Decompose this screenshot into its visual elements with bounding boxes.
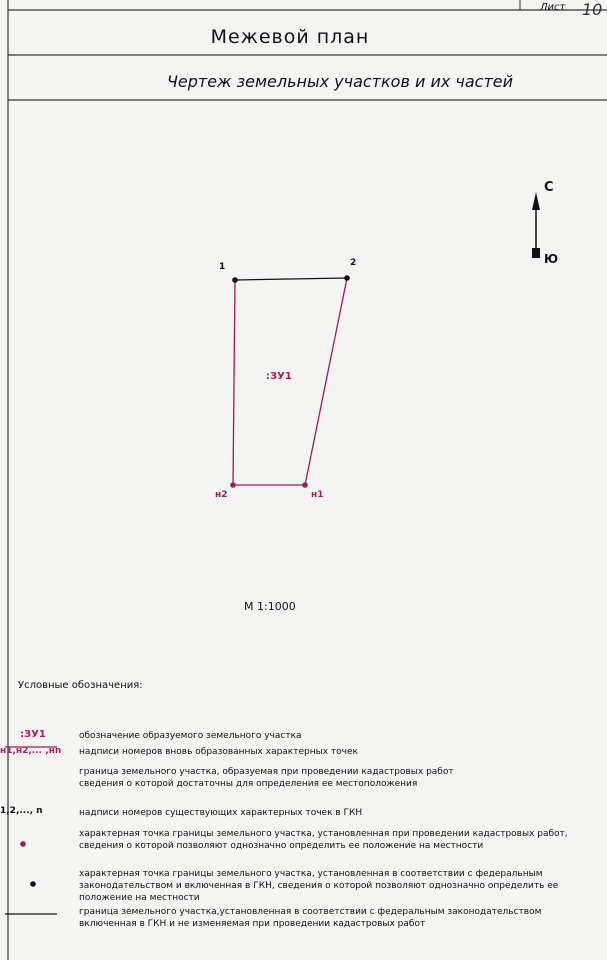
point-label-2: 2 <box>350 258 357 268</box>
new-point-marker <box>230 482 236 488</box>
legend-new-point-marker <box>20 841 26 847</box>
point-label-n1: н1 <box>311 490 324 500</box>
north-arrow-icon <box>532 192 540 258</box>
new-boundary-line <box>233 280 235 485</box>
parcel-label: :ЗУ1 <box>266 371 292 382</box>
existing-point-marker <box>344 275 350 281</box>
page-title: Межевой план <box>210 26 370 48</box>
legend-text: характерная точка границы земельного участка, установленная в соответствии с федеральным законодательством и включенная в ГКН, сведения о которой позволяют однозначно определить ее положение на местности <box>79 869 559 903</box>
existing-point-marker <box>232 277 238 283</box>
legend-symbol-parcel: :ЗУ1 <box>20 729 46 740</box>
north-label: С <box>544 180 554 195</box>
existing-boundary-line <box>235 278 347 280</box>
legend-text: граница земельного участка,установленная в соответствии с федеральным законодательством включенная в ГКН и не изменяемая при проведении кадастровых работ <box>79 907 542 929</box>
legend-symbol-new-points: н1,н2,... ,нn <box>0 746 62 756</box>
new-boundary-line <box>305 278 347 485</box>
legend-text: граница земельного участка, образуемая при проведении кадастровых работ сведения о которой достаточны для определения ее местоположения <box>79 767 454 789</box>
drawing-subtitle: Чертеж земельных участков и их частей <box>166 72 514 91</box>
sheet-number: 10 <box>582 0 603 19</box>
legend-existing-point-marker <box>30 881 36 887</box>
new-point-marker <box>302 482 308 488</box>
legend-text: надписи номеров вновь образованных характерных точек <box>79 747 358 757</box>
south-label: Ю <box>544 252 559 266</box>
legend-text: обозначение образуемого земельного участка <box>79 731 302 741</box>
sheet-label: Лист <box>540 2 566 13</box>
point-label-1: 1 <box>219 262 226 272</box>
legend-text: надписи номеров существующих характерных точек в ГКН <box>79 808 363 818</box>
legend-symbol-existing-points: 1,2,..., n <box>0 806 43 816</box>
legend-text: характерная точка границы земельного участка, установленная при проведении кадастровых работ, сведения о которой позволяют однозначно определить ее положение на местности <box>79 829 568 851</box>
legend-title: Условные обозначения: <box>18 680 143 691</box>
point-label-n2: н2 <box>215 490 228 500</box>
scale-label: М 1:1000 <box>244 600 296 613</box>
